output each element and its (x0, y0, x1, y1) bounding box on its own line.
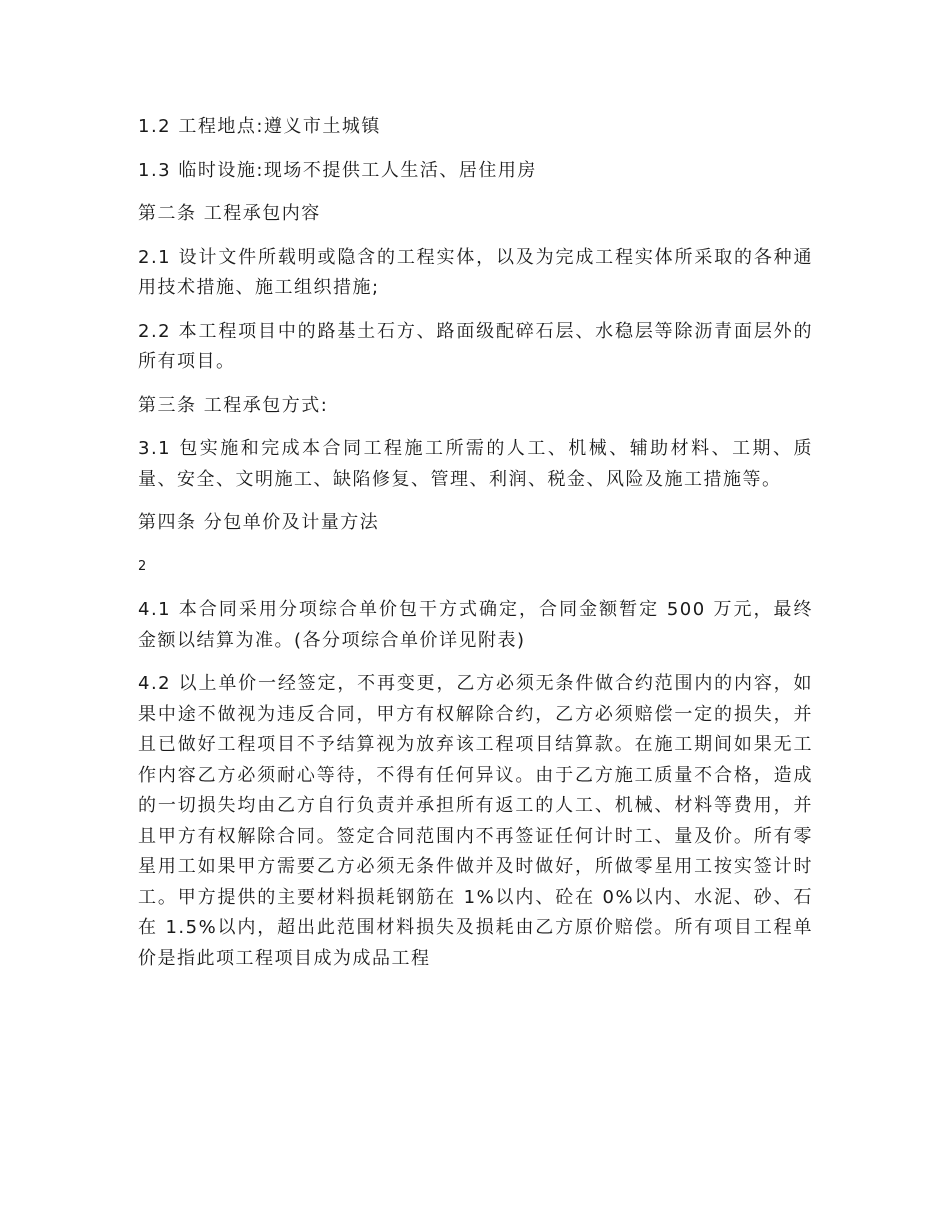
clause-1-3: 1.3 临时设施:现场不提供工人生活、居住用房 (138, 159, 537, 181)
clause-4-2: 4.2 以上单价一经签定，不再变更，乙方必须无条件做合约范围内的内容，如果中途不做视为违反合同，甲方有权解除合约，乙方必须赔偿一定的损失，并且已做好工程项目不予结算视为放弃该工程项目结算款。在施工期间如果无工作内容乙方必须耐心等待，不得有任何异议。由于乙方施工质量不合格，造成的一切损失均由乙方自行负责并承担所有返工的人工、机械、材料等费用，并且甲方有权解除合同。签定合同范围内不再签证任何计时工、量及价。所有零星用工如果甲方需要乙方必须无条件做并及时做好，所做零星用工按实签计时工。甲方提供的主要材料损耗钢筋在 1%以内、砼在 0%以内、水泥、砂、石在 1.5%以内，超出此范围材料损失及损耗由乙方原价赔偿。所有项目工程单价是指此项工程项目成为成品工程 (138, 673, 813, 969)
clause-1-2: 1.2 工程地点:遵义市土城镇 (138, 116, 381, 137)
clause-3-1: 3.1 包实施和完成本合同工程施工所需的人工、机械、辅助材料、工期、质量、安全、文明施工、缺陷修复、管理、利润、税金、风险及施工措施等。 (138, 438, 813, 490)
article-2-heading: 第二条 工程承包内容 (138, 203, 321, 224)
page-number: 2 (138, 558, 147, 574)
article-4-heading: 第四条 分包单价及计量方法 (138, 512, 380, 533)
clause-4-1: 4.1 本合同采用分项综合单价包干方式确定，合同金额暂定 500 万元，最终金额以结算为准。(各分项综合单价详见附表) (138, 599, 813, 651)
clause-2-1: 2.1 设计文件所载明或隐含的工程实体，以及为完成工程实体所采取的各种通用技术措施、施工组织措施; (138, 246, 813, 298)
clause-2-2: 2.2 本工程项目中的路基土石方、路面级配碎石层、水稳层等除沥青面层外的所有项目。 (138, 320, 813, 372)
document-page (138, 112, 813, 987)
article-3-heading: 第三条 工程承包方式: (138, 394, 329, 416)
